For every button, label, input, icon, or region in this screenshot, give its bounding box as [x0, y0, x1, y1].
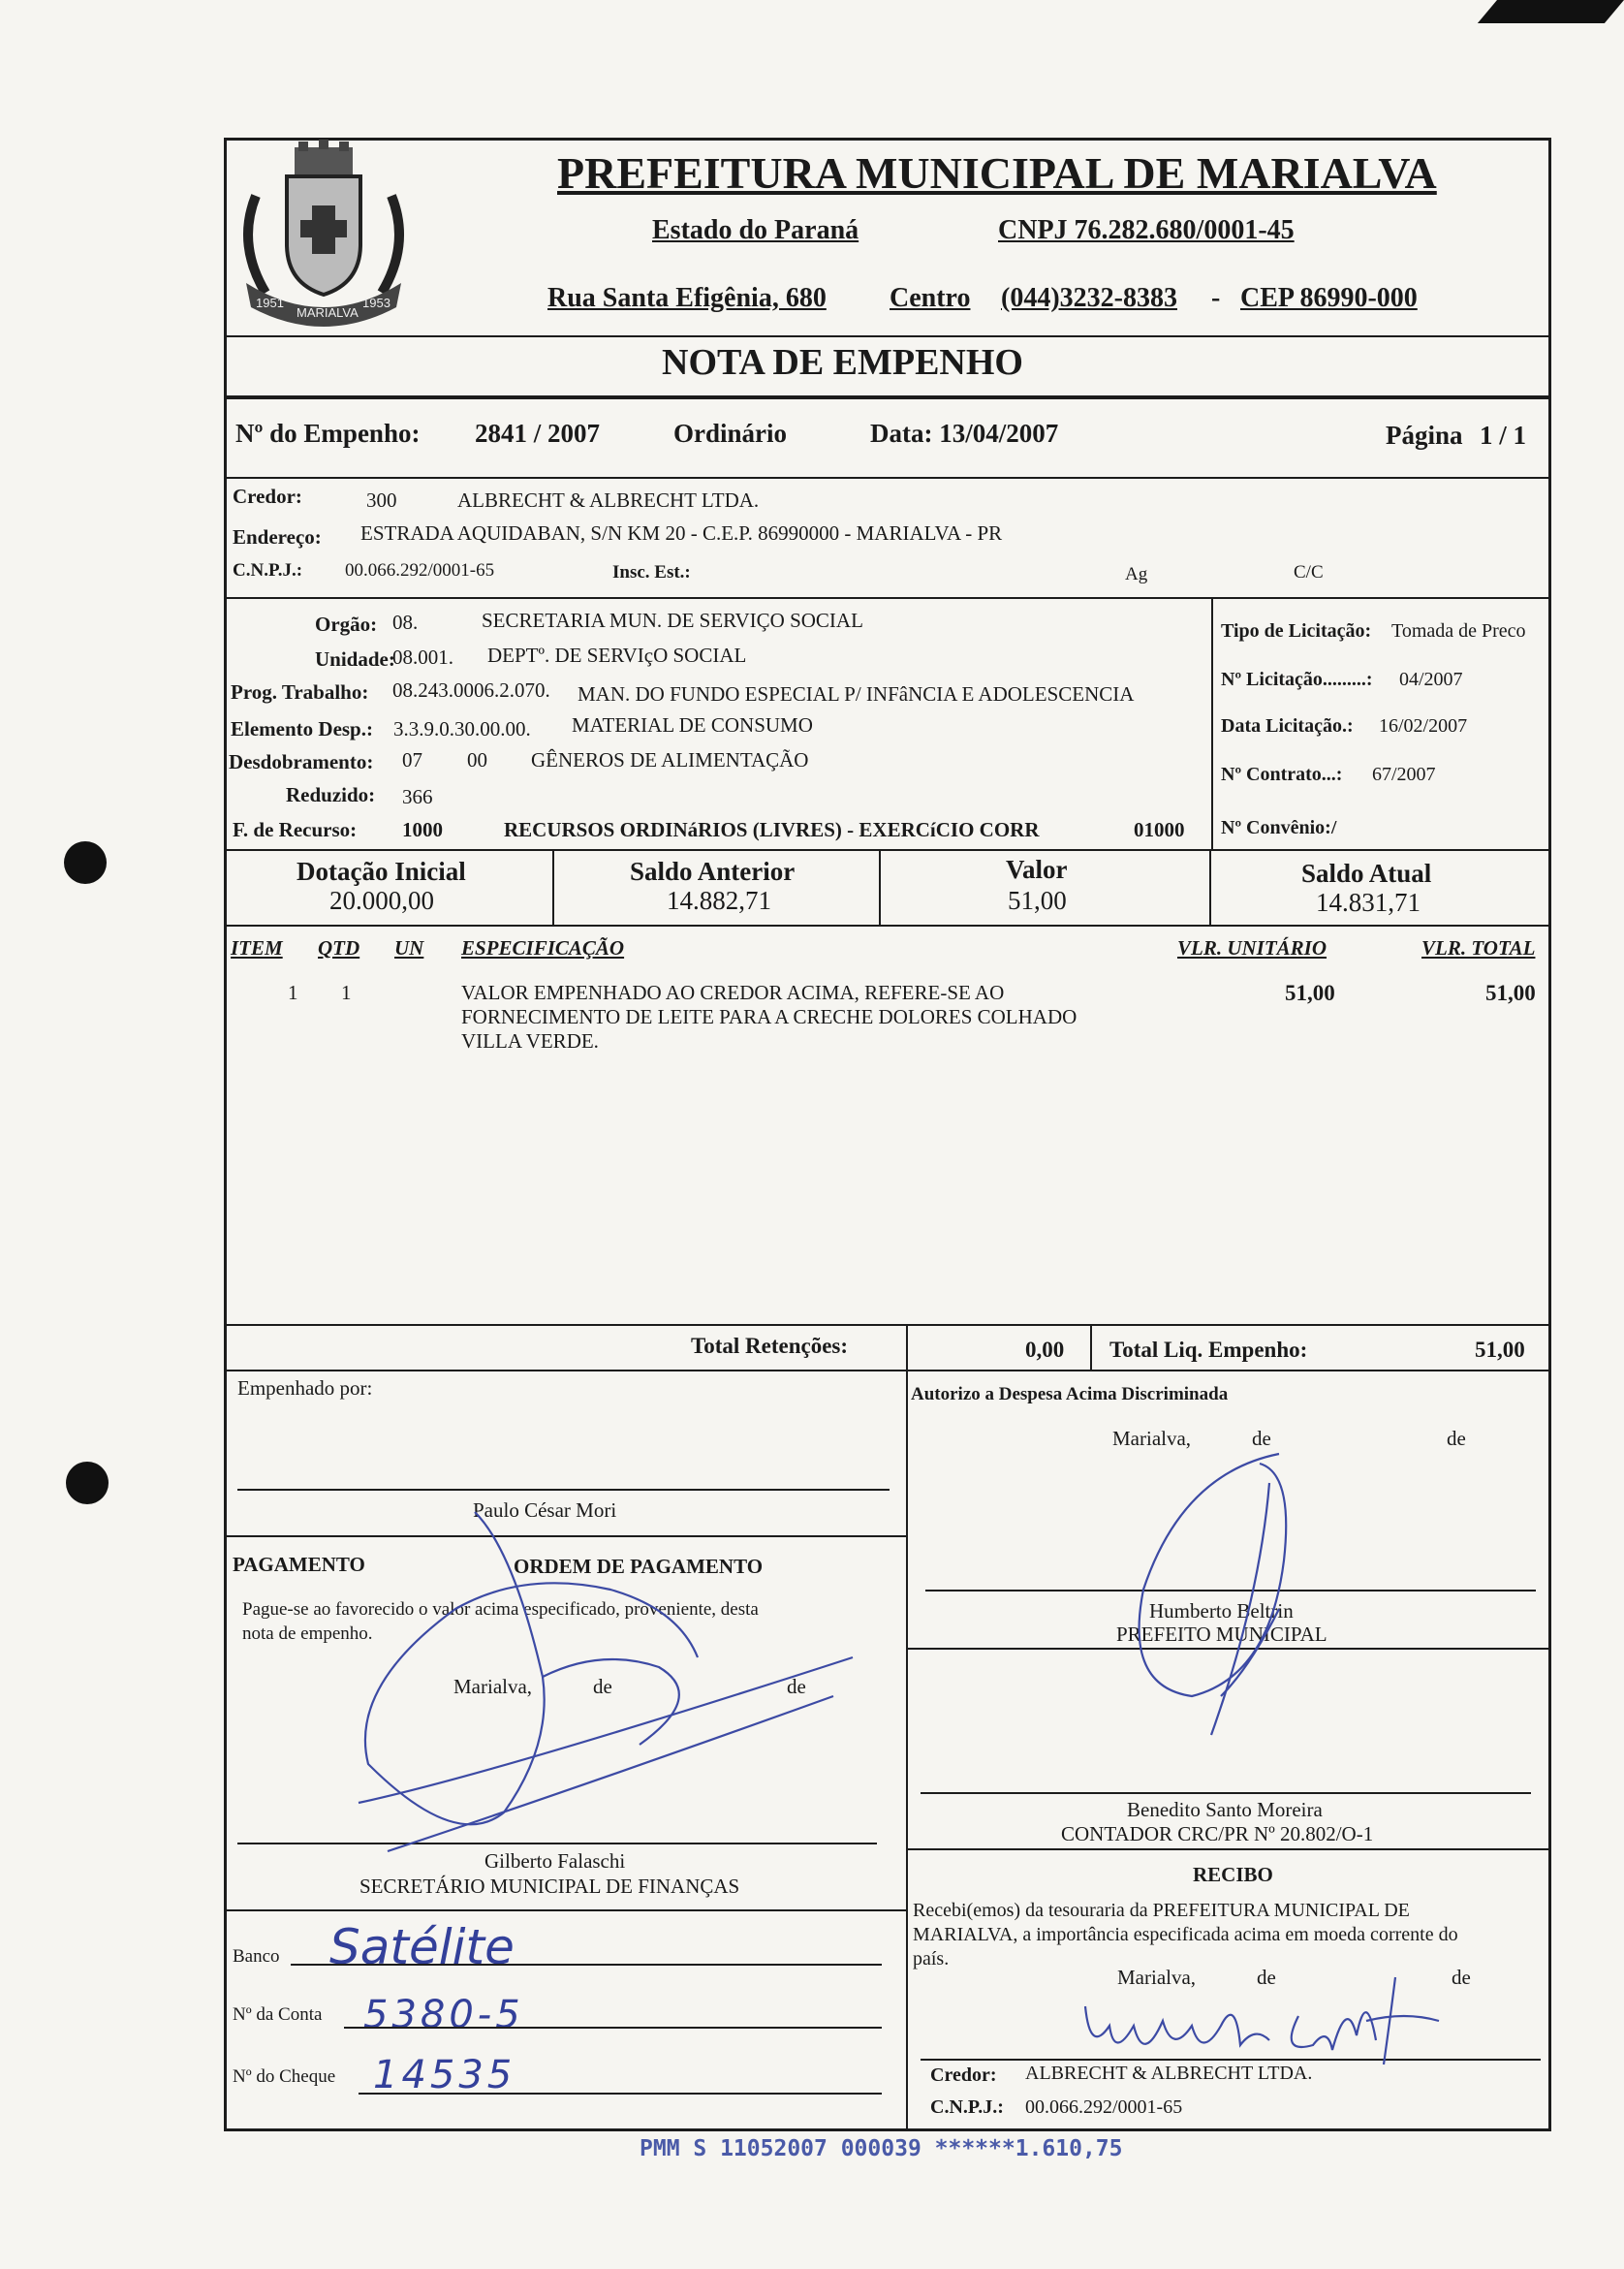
- orgao-label: Orgão:: [315, 613, 378, 636]
- retencoes-value: 0,00: [1025, 1338, 1065, 1362]
- authorization-de: de: [1252, 1427, 1271, 1450]
- address-label: Endereço:: [233, 525, 322, 549]
- desdobramento-name: GÊNEROS DE ALIMENTAÇÃO: [531, 748, 809, 772]
- creditor-code: 300: [366, 488, 397, 512]
- recibo-label: RECIBO: [1193, 1863, 1273, 1886]
- conta-label: Nº da Conta: [233, 2004, 323, 2025]
- signature-prefeito: [1105, 1444, 1318, 1754]
- recibo-de: de: [1452, 1966, 1471, 1989]
- pague-text: nota de empenho.: [242, 1623, 373, 1644]
- contrato-label: Nº Contrato...:: [1221, 764, 1343, 785]
- item-spec-line: FORNECIMENTO DE LEITE PARA A CRECHE DOLORES COLHADO: [461, 1005, 1077, 1028]
- payment-de: de: [593, 1675, 612, 1698]
- street-address: Rua Santa Efigênia, 680: [547, 283, 827, 313]
- bank-stamp: PMM S 11052007 000039 ******1.610,75: [640, 2136, 1123, 2161]
- recibo-text: Recebi(emos) da tesouraria da PREFEITURA MUNICIPAL DE: [913, 1900, 1410, 1921]
- item-spec-line: VILLA VERDE.: [461, 1029, 599, 1053]
- dotacao-value: 20.000,00: [329, 886, 434, 915]
- cheque-value: 14535: [373, 2053, 516, 2097]
- cep: CEP 86990-000: [1240, 283, 1418, 313]
- secretario-role: SECRETÁRIO MUNICIPAL DE FINANÇAS: [359, 1875, 740, 1898]
- crest-year-left: 1951: [256, 296, 284, 310]
- licitacao-number-label: Nº Licitação.........:: [1221, 669, 1373, 690]
- empenho-type: Ordinário: [673, 419, 788, 448]
- crest-year-right: 1953: [362, 296, 390, 310]
- item-total-value: 51,00: [1485, 981, 1536, 1005]
- cheque-label: Nº do Cheque: [233, 2066, 336, 2087]
- desdobramento-label: Desdobramento:: [229, 750, 374, 773]
- conta-value: 5380-5: [363, 1993, 524, 2037]
- prog-name: MAN. DO FUNDO ESPECIAL P/ INFâNCIA E ADOLESCENCIA: [578, 682, 1135, 706]
- empenho-number-label: Nº do Empenho:: [235, 419, 421, 448]
- banco-label: Banco: [233, 1946, 280, 1967]
- municipality-title: PREFEITURA MUNICIPAL DE MARIALVA: [557, 148, 1437, 198]
- valor-label: Valor: [1006, 855, 1068, 884]
- banco-value: Satélite: [329, 1919, 515, 1975]
- page-label: Página: [1386, 421, 1463, 450]
- col-qtd-header: QTD: [318, 936, 360, 960]
- empenho-number: 2841 / 2007: [475, 419, 601, 448]
- orgao-name: SECRETARIA MUN. DE SERVIÇO SOCIAL: [482, 609, 863, 632]
- authorization-de: de: [1447, 1427, 1466, 1450]
- recibo-credor-label: Credor:: [930, 2064, 997, 2086]
- elemento-code: 3.3.9.0.30.00.00.: [393, 717, 531, 741]
- item-spec-line: VALOR EMPENHADO AO CREDOR ACIMA, REFERE-SE AO: [461, 981, 1005, 1004]
- phone: (044)3232-8383: [1001, 283, 1177, 313]
- document-title: NOTA DE EMPENHO: [662, 342, 1023, 383]
- insc-label: Insc. Est.:: [612, 562, 691, 583]
- recurso-name: RECURSOS ORDINáRIOS (LIVRES) - EXERCíCIO CORR: [504, 818, 1040, 841]
- item-number: 1: [288, 981, 298, 1004]
- contador-name: Benedito Santo Moreira: [1127, 1798, 1323, 1821]
- payment-city: Marialva,: [453, 1675, 533, 1698]
- contrato-number: 67/2007: [1372, 764, 1436, 785]
- punch-hole: [66, 1462, 109, 1504]
- saldo-anterior-label: Saldo Anterior: [630, 857, 796, 886]
- recibo-text: MARIALVA, a importância especificada acima em moeda corrente do: [913, 1924, 1458, 1945]
- recurso-label: F. de Recurso:: [233, 818, 358, 841]
- signature-credor: [1076, 1968, 1463, 2074]
- prefeito-role: PREFEITO MUNICIPAL: [1116, 1623, 1327, 1646]
- autorizo-label: Autorizo a Despesa Acima Discriminada: [911, 1384, 1229, 1404]
- unidade-label: Unidade:: [315, 647, 395, 671]
- recibo-city: Marialva,: [1117, 1966, 1197, 1989]
- recurso-code: 1000: [402, 818, 443, 841]
- unidade-code: 08.001.: [392, 646, 453, 669]
- licitacao-date: 16/02/2007: [1379, 715, 1468, 737]
- prefeito-name: Humberto Beltrin: [1149, 1599, 1294, 1623]
- punch-hole: [64, 841, 107, 884]
- retencoes-label: Total Retenções:: [691, 1334, 849, 1358]
- pague-text: Pague-se ao favorecido o valor acima especificado, proveniente, desta: [242, 1599, 759, 1620]
- valor-value: 51,00: [1008, 886, 1067, 915]
- empenhado-name: Paulo César Mori: [473, 1498, 617, 1522]
- desdobramento-code-1: 07: [402, 748, 422, 772]
- recibo-cnpj-value: 00.066.292/0001-65: [1025, 2096, 1183, 2118]
- crest-ribbon: MARIALVA: [297, 305, 359, 320]
- page-number: 1 / 1: [1480, 421, 1527, 450]
- creditor-cnpj: 00.066.292/0001-65: [345, 560, 495, 581]
- cnpj-label: C.N.P.J.:: [233, 560, 303, 581]
- col-unit-header: VLR. UNITÁRIO: [1177, 936, 1327, 960]
- scan-edge: [1478, 0, 1624, 23]
- authorization-city: Marialva,: [1112, 1427, 1192, 1450]
- recurso-extra: 01000: [1134, 818, 1185, 841]
- elemento-label: Elemento Desp.:: [231, 717, 373, 741]
- elemento-name: MATERIAL DE CONSUMO: [572, 713, 813, 737]
- desdobramento-code-2: 00: [467, 748, 487, 772]
- contador-role: CONTADOR CRC/PR Nº 20.802/O-1: [1061, 1822, 1374, 1845]
- creditor-address: ESTRADA AQUIDABAN, S/N KM 20 - C.E.P. 86990000 - MARIALVA - PR: [360, 521, 1003, 545]
- recibo-cnpj-label: C.N.P.J.:: [930, 2096, 1004, 2118]
- empenho-date: Data: 13/04/2007: [870, 419, 1059, 448]
- liq-empenho-value: 51,00: [1475, 1338, 1525, 1362]
- orgao-code: 08.: [392, 611, 419, 634]
- saldo-atual-value: 14.831,71: [1316, 888, 1421, 917]
- licitacao-date-label: Data Licitação.:: [1221, 715, 1354, 737]
- municipal-crest-icon: [227, 138, 421, 331]
- unidade-name: DEPTº. DE SERVIçO SOCIAL: [487, 644, 747, 667]
- saldo-anterior-value: 14.882,71: [667, 886, 771, 915]
- recibo-de: de: [1257, 1966, 1276, 1989]
- district: Centro: [890, 283, 971, 313]
- secretario-name: Gilberto Falaschi: [484, 1849, 626, 1873]
- dotacao-label: Dotação Inicial: [297, 857, 466, 886]
- prog-label: Prog. Trabalho:: [231, 680, 369, 704]
- col-total-header: VLR. TOTAL: [1421, 936, 1536, 960]
- tipo-licitacao-label: Tipo de Licitação:: [1221, 620, 1372, 642]
- pagamento-label: PAGAMENTO: [233, 1553, 365, 1576]
- liq-empenho-label: Total Liq. Empenho:: [1109, 1338, 1308, 1362]
- recibo-credor-value: ALBRECHT & ALBRECHT LTDA.: [1025, 2063, 1313, 2084]
- licitacao-number: 04/2007: [1399, 669, 1463, 690]
- cc-label: C/C: [1294, 562, 1324, 583]
- recibo-text: país.: [913, 1948, 950, 1970]
- col-un-header: UN: [394, 936, 424, 960]
- reduzido-value: 366: [402, 785, 433, 808]
- col-spec-header: ESPECIFICAÇÃO: [461, 936, 625, 960]
- empenhado-label: Empenhado por:: [237, 1376, 373, 1400]
- item-unit-value: 51,00: [1285, 981, 1335, 1005]
- reduzido-label: Reduzido:: [286, 783, 376, 806]
- col-item-header: ITEM: [231, 936, 283, 960]
- ag-label: Ag: [1125, 564, 1148, 584]
- signature-secretario: [349, 1483, 891, 1871]
- municipality-cnpj: CNPJ 76.282.680/0001-45: [998, 215, 1295, 245]
- prog-code: 08.243.0006.2.070.: [392, 678, 550, 702]
- creditor-name: ALBRECHT & ALBRECHT LTDA.: [457, 488, 760, 512]
- state-name: Estado do Paraná: [652, 215, 859, 245]
- saldo-atual-label: Saldo Atual: [1301, 859, 1432, 888]
- convenio-label: Nº Convênio:/: [1221, 817, 1337, 838]
- tipo-licitacao: Tomada de Preco: [1391, 620, 1526, 642]
- item-qtd: 1: [341, 981, 352, 1004]
- creditor-label: Credor:: [233, 485, 302, 508]
- payment-de: de: [787, 1675, 806, 1698]
- separator-dash: -: [1211, 283, 1221, 313]
- ordem-pagamento-label: ORDEM DE PAGAMENTO: [514, 1555, 764, 1578]
